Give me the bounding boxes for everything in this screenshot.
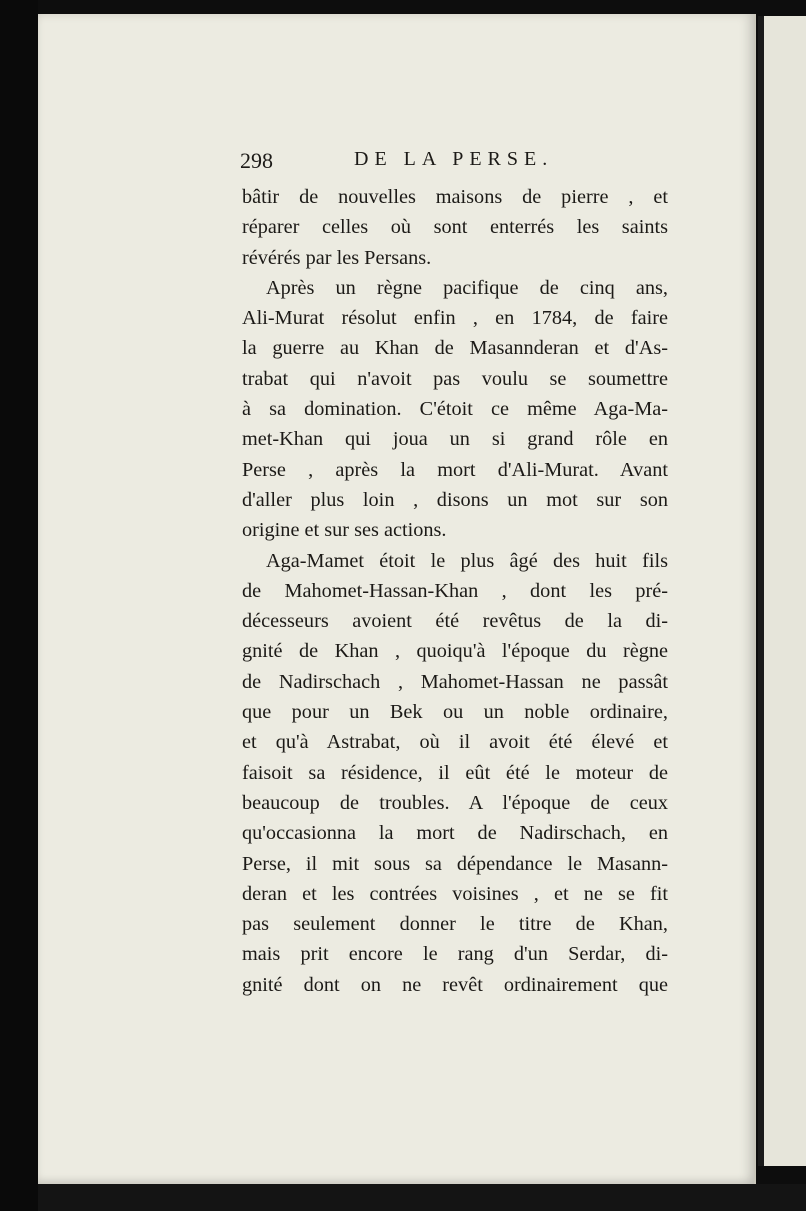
text-line: gnité de Khan , quoiqu'à l'époque du règne <box>242 640 668 663</box>
text-line: Perse, il mit sous sa dépendance le Masann- <box>242 852 668 875</box>
text-line: de Nadirschach , Mahomet-Hassan ne passât <box>242 670 668 693</box>
text-line: bâtir de nouvelles maisons de pierre , et <box>242 186 668 208</box>
text-line: d'aller plus loin , disons un mot sur son <box>242 488 668 511</box>
text-line: la guerre au Khan de Masannderan et d'As- <box>242 337 668 360</box>
page-number: 298 <box>240 148 273 173</box>
text-line: gnité dont on ne revêt ordinairement que <box>242 973 668 996</box>
text-line: Après un règne pacifique de cinq ans, <box>266 276 668 299</box>
adjacent-page-edge <box>758 16 806 1166</box>
text-line: Ali-Murat résolut enfin , en 1784, de faire <box>242 307 668 330</box>
text-line: trabat qui n'avoit pas voulu se soumettre <box>242 367 668 390</box>
page-header <box>240 148 668 178</box>
text-line: de Mahomet-Hassan-Khan , dont les pré- <box>242 579 668 602</box>
text-line: Perse , après la mort d'Ali-Murat. Avant <box>242 458 668 481</box>
text-line: met-Khan qui joua un si grand rôle en <box>242 428 668 451</box>
body-text <box>242 182 668 1000</box>
text-line: origine et sur ses actions. <box>242 519 447 542</box>
left-dark-edge <box>0 0 38 1211</box>
text-line: faisoit sa résidence, il eût été le moteur de <box>242 761 668 784</box>
text-line: révérés par les Persans. <box>242 246 432 269</box>
text-line: et qu'à Astrabat, où il avoit été élevé et <box>242 731 668 754</box>
running-head: DE LA PERSE. <box>354 148 554 170</box>
text-line: mais prit encore le rang d'un Serdar, di- <box>242 943 668 966</box>
text-line: décesseurs avoient été revêtus de la di- <box>242 610 668 633</box>
text-line: Aga-Mamet étoit le plus âgé des huit fils <box>266 549 668 572</box>
bottom-dark-edge <box>38 1184 806 1211</box>
text-line: deran et les contrées voisines , et ne se fit <box>242 882 668 905</box>
text-line: qu'occasionna la mort de Nadirschach, en <box>242 822 668 845</box>
text-line: à sa domination. C'étoit ce même Aga-Ma- <box>242 398 668 421</box>
text-line: que pour un Bek ou un noble ordinaire, <box>242 701 668 724</box>
text-line: beaucoup de troubles. A l'époque de ceux <box>242 791 668 814</box>
text-line: pas seulement donner le titre de Khan, <box>242 913 668 936</box>
text-line: réparer celles où sont enterrés les saints <box>242 216 668 239</box>
